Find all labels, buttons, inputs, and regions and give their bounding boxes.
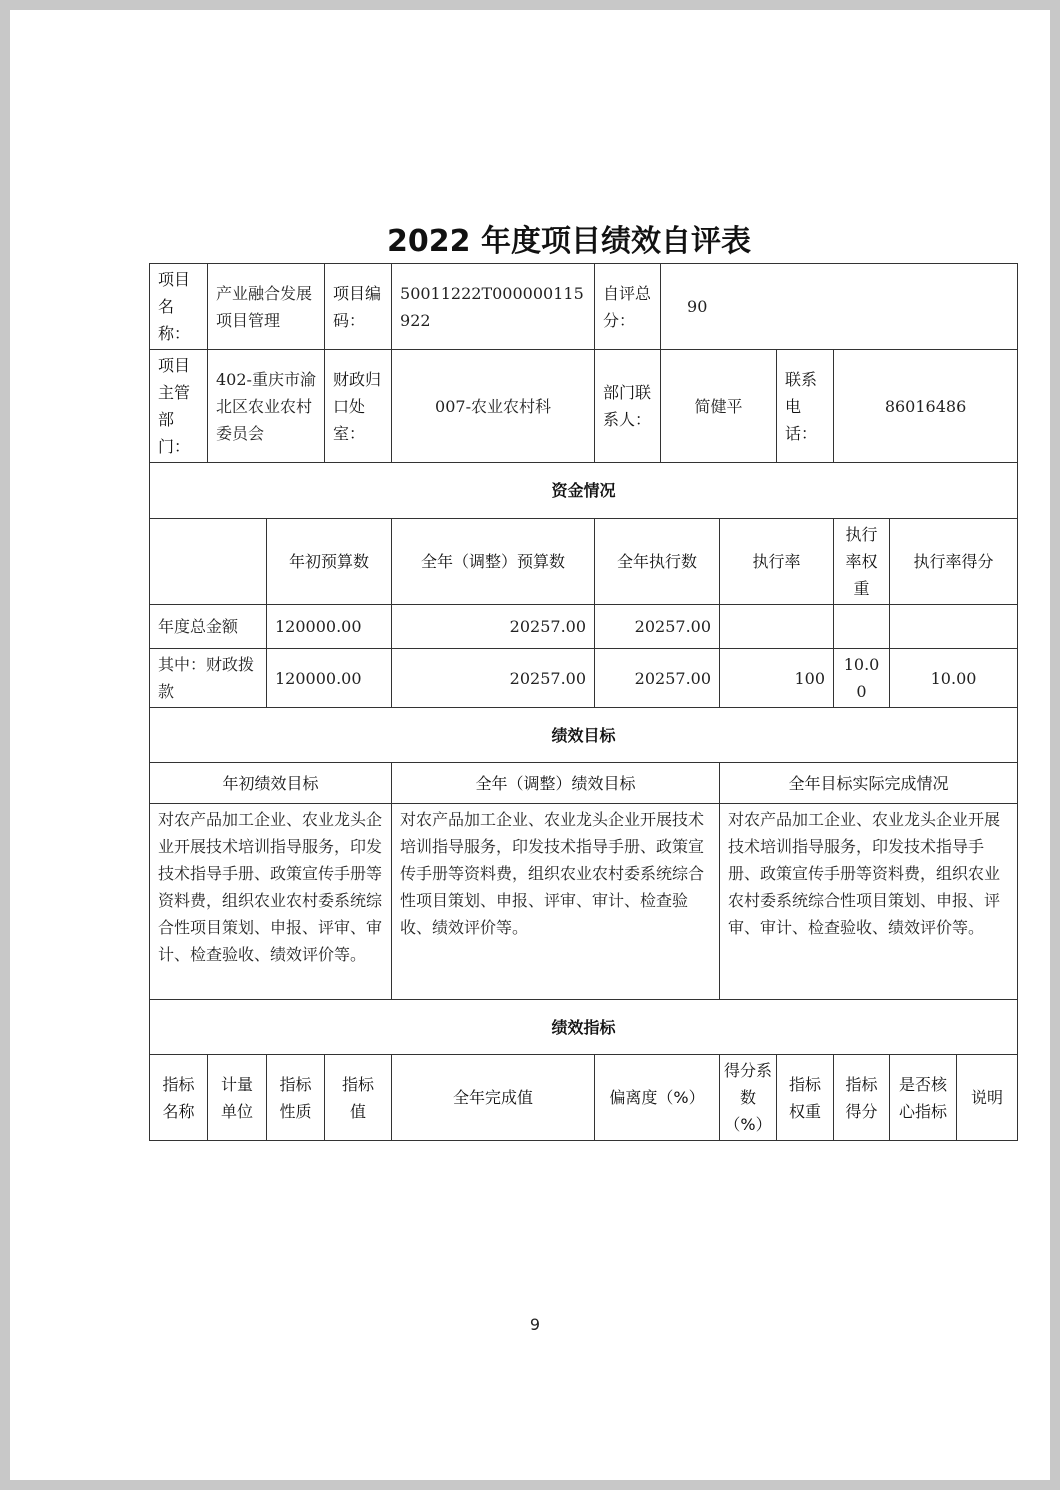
funds-row-score: 10.00 <box>890 649 1018 708</box>
goals-actual-text: 对农产品加工企业、农业龙头企业开展技术培训指导服务，印发技术指导手册、政策宣传手册等资料费，组织农业农村委系统综合性项目策划、申报、评审、审计、检查验收、绩效评价等。 <box>720 804 1018 1000</box>
funds-row-weight: 10.00 <box>834 649 890 708</box>
project-name: 产业融合发展项目管理 <box>208 264 325 350</box>
indicators-header-row <box>150 1055 1018 1141</box>
ind-header-core: 是否核心指标 <box>890 1055 957 1141</box>
goals-initial-text: 对农产品加工企业、农业龙头企业开展技术培训指导服务，印发技术指导手册、政策宣传手册等资料费，组织农业农村委系统综合性项目策划、申报、评审、审计、检查验收、绩效评价等。 <box>150 804 392 1000</box>
funds-row-executed: 20257.00 <box>595 649 720 708</box>
goals-adjusted-text: 对农产品加工企业、农业龙头企业开展技术培训指导服务，印发技术指导手册、政策宣传手册等资料费，组织农业农村委系统综合性项目策划、申报、评审、审计、检查验收、绩效评价等。 <box>392 804 720 1000</box>
funds-row-rate <box>720 605 834 649</box>
ind-header-value: 指标值 <box>325 1055 392 1141</box>
ind-header-weight: 指标权重 <box>777 1055 834 1141</box>
goals-header-actual: 全年目标实际完成情况 <box>720 763 1018 804</box>
funds-section-title: 资金情况 <box>150 463 1018 519</box>
indicators-section-title: 绩效指标 <box>150 1000 1018 1055</box>
contact-value: 简健平 <box>661 350 777 463</box>
funds-row-adjusted: 20257.00 <box>392 605 595 649</box>
funds-header-empty <box>150 519 267 605</box>
funds-row-label: 年度总金额 <box>150 605 267 649</box>
funds-header-initial: 年初预算数 <box>267 519 392 605</box>
office-value: 007-农业农村科 <box>392 350 595 463</box>
ind-header-name: 指标名称 <box>150 1055 208 1141</box>
indicators-section-row <box>150 1000 1018 1055</box>
office-label: 财政归口处室： <box>325 350 392 463</box>
dept-value: 402-重庆市渝北区农业农村委员会 <box>208 350 325 463</box>
project-row-1 <box>150 264 1018 350</box>
funds-header-score: 执行率得分 <box>890 519 1018 605</box>
ind-header-coef: 得分系数（%） <box>720 1055 777 1141</box>
funds-header-rate: 执行率 <box>720 519 834 605</box>
ind-header-deviation: 偏离度（%） <box>595 1055 720 1141</box>
goals-header-initial: 年初绩效目标 <box>150 763 392 804</box>
goals-header-row <box>150 763 1018 804</box>
goals-header-adjusted: 全年（调整）绩效目标 <box>392 763 720 804</box>
goals-section-row <box>150 708 1018 763</box>
funds-row-initial: 120000.00 <box>267 605 392 649</box>
funds-header-row <box>150 519 1018 605</box>
project-code-label: 项目编码： <box>325 264 392 350</box>
project-code: 50011222T000000115922 <box>392 264 595 350</box>
evaluation-table <box>149 263 1018 1141</box>
funds-row-rate: 100 <box>720 649 834 708</box>
ind-header-score: 指标得分 <box>834 1055 890 1141</box>
funds-header-weight: 执行率权重 <box>834 519 890 605</box>
funds-row-adjusted: 20257.00 <box>392 649 595 708</box>
ind-header-done: 全年完成值 <box>392 1055 595 1141</box>
project-name-label: 项目名称： <box>150 264 208 350</box>
contact-label: 部门联系人： <box>595 350 661 463</box>
score-label: 自评总分： <box>595 264 661 350</box>
ind-header-note: 说明 <box>957 1055 1018 1141</box>
phone-value: 86016486 <box>834 350 1018 463</box>
project-row-2 <box>150 350 1018 463</box>
goals-content-row <box>150 804 1018 1000</box>
funds-row-score <box>890 605 1018 649</box>
funds-header-adjusted: 全年（调整）预算数 <box>392 519 595 605</box>
funds-row-executed: 20257.00 <box>595 605 720 649</box>
goals-section-title: 绩效目标 <box>150 708 1018 763</box>
ind-header-nature: 指标性质 <box>267 1055 325 1141</box>
total-score: 90 <box>661 264 1018 350</box>
funds-row-weight <box>834 605 890 649</box>
funds-row <box>150 649 1018 708</box>
page-title: 2022 年度项目绩效自评表 <box>387 224 751 259</box>
funds-row-initial: 120000.00 <box>267 649 392 708</box>
document-page <box>10 10 1050 1480</box>
funds-section-row <box>150 463 1018 519</box>
page-number: 9 <box>529 1315 541 1334</box>
funds-header-executed: 全年执行数 <box>595 519 720 605</box>
ind-header-unit: 计量单位 <box>208 1055 267 1141</box>
dept-label: 项目主管部门： <box>150 350 208 463</box>
funds-row <box>150 605 1018 649</box>
phone-label: 联系电话： <box>777 350 834 463</box>
funds-row-label: 其中：财政拨款 <box>150 649 267 708</box>
